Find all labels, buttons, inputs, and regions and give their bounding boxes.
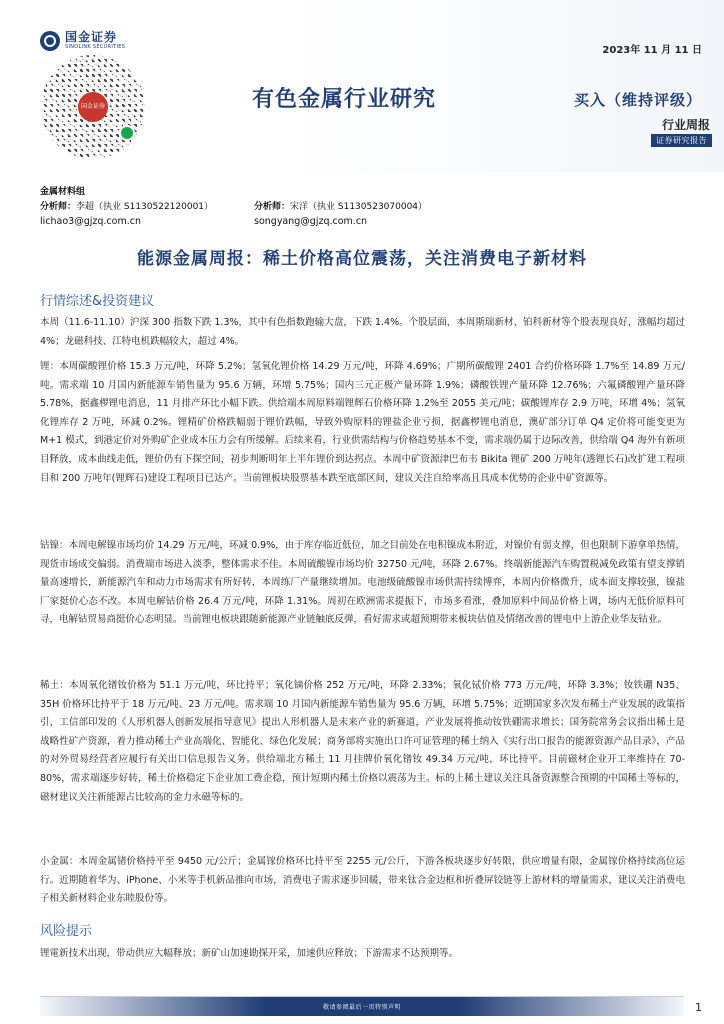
industry-title: 有色金属行业研究	[252, 87, 437, 112]
qr-code	[41, 55, 145, 159]
section-heading-risk: 风险提示	[40, 924, 93, 939]
paragraph-minor-metals: 小金属：本周金属锗价格持平至 9450 元/公斤；金属镓价格环比持平至 2255 元/公斤，下游各板块逐步好转限，供应增量有限，金属镓价格持续高位运行。近期随着华为、iPhone、小米等手机新品推向市场，消费电子需求逐步回暖，带来钛合金边框和折叠屏铰链等上游材料的增量需求，建议关注消费电子相关新材料企业东睦股份等。	[40, 856, 685, 905]
section-heading-overview: 行情综述&投资建议	[40, 294, 155, 309]
analyst-2-label: 分析师：	[254, 202, 291, 212]
logo-mark-icon	[40, 31, 60, 51]
page-number: 1	[695, 1001, 702, 1014]
analyst-2-name: 宋洋（执业 S1130523070004）	[290, 202, 428, 212]
analyst-2-email[interactable]: songyang@gjzq.com.cn	[254, 216, 368, 227]
paragraph-market: 本周（11.6-11.10）沪深 300 指数下跌 1.3%，其中有色指数跑输大盘，下跌 1.4%。个股层面，本周斯瑞新材、铂科新材等个股表现良好，涨幅均超过 4%；龙磁科技、江特电机跌幅较大，超过 4%。	[40, 317, 685, 347]
company-logo	[40, 31, 125, 51]
analyst-1-email[interactable]: lichao3@gjzq.com.cn	[40, 216, 141, 227]
analyst-1	[40, 199, 213, 227]
report-date: 2023年 11 月 11 日	[602, 45, 702, 56]
footer-bar	[40, 997, 684, 1016]
logo-text-cn: 国金证券	[65, 30, 118, 44]
analyst-1-name: 李超（执业 S1130522120001）	[76, 202, 214, 212]
report-type: 行业周报	[661, 118, 710, 132]
paragraph-risk: 锂電新技术出现，带动供应大幅释放；新矿山加速勘探开采，加速供应释放；下游需求不达预期等。	[40, 948, 459, 959]
analyst-1-label: 分析师：	[40, 202, 77, 212]
paragraph-cobalt-nickel: 钴镍：本周电解镍市场均价 14.29 万元/吨，环减 0.9%，由于库存临近低位，加之目前处在电积镍成本附近，对镍价有弱支撑，但也限制下游拿单热情，现货市场成交偏弱。消费端市场进入淡季，整体需求不佳。本周硫酸镍市场均价 32750 元/吨，环降 2.67%。终端新能源汽车购置税减免政策有望支撑销量高速增长，新能源汽车和动力市场需求有所好转，本周练厂产量继续增加。电池级硫酸镍市场供需持续博弈，本周内价格微升，成本面支撑较强，镍盐厂家挺价心态不改。本周电解钴价格 26.4 万元/吨，环降 1.31%。周初在欧洲需求提振下，市场多看涨，叠加原料中间品价格上调，场内无低价原料可寻，电解钴贸易商挺价心态明显。当前锂电板块跟随新能源产业链触底反弹，看好需求或超预期带来板块估值及情绪改善的锂电中上游企业华友钴业。	[40, 540, 685, 626]
team-name: 金属材料组	[40, 187, 86, 197]
report-title: 能源金属周报：稀土价格高位震荡，关注消费电子新材料	[137, 249, 587, 269]
rating: 买入（维持评级）	[573, 91, 702, 109]
footer-disclaimer: 敬请参阅最后一页特别声明	[322, 1004, 401, 1011]
report-type-sub: 证券研究报告	[651, 134, 712, 147]
logo-text-en: SINOLINK SECURITIES	[65, 44, 126, 50]
qr-center-logo: 国金证券	[78, 92, 108, 122]
paragraph-rare-earth: 稀土：本周氧化镨钕价格为 51.1 万元/吨，环比持平；氧化镝价格 252 万元/吨，环降 2.33%；氧化铽价格 773 万元/吨，环降 3.3%；钕铁硼 N35、35H 价格环比持平于 18 万元/吨、23 万元/吨。需求端 10 月国内新能源车销售量为 95.6 万辆，环增 5.75%；近期国家多次发布稀土产业发展的政策指引，工信部印发的《人形机器人创新发展指导意见》提出人形机器人是未来产业的新赛道，产业发展将推动钕铁硼需求增长；国务院常务会议指出稀土是战略性矿产资源，着力推动稀土产业高端化、智能化、绿色化发展；商务部将实施出口许可证管理的稀土纳入《实行出口报告的能源资源产品目录》，产品的对外贸易经营者应履行有关出口信息报告义务。供给端北方稀土 11 月挂牌价氧化镨钕 49.34 万元/吨，环比持平。目前磁材企业开工率维持在 70-80%，需求端逐步好转，稀土价格稳定下企业加工费企稳，预计短期内稀土价格以震荡为主。标的上稀土建议关注具备资源整合预期的中国稀土等标的，磁材建议关注新能源占比较高的金力永磁等标的。	[40, 680, 685, 803]
analyst-2	[254, 199, 427, 227]
wechat-badge-icon	[119, 125, 135, 141]
paragraph-lithium: 锂：本周碳酸锂价格 15.3 万元/吨，环降 5.2%；氢氧化锂价格 14.29 万元/吨，环降 4.69%；广期所碳酸锂 2401 合约价格环降 1.7%至 14.89 万元/吨。需求端 10 月国内新能源车销售量为 95.6 万辆，环增 5.75%；国内三元正极产量环降 1.9%；磷酸铁锂产量环降 12.76%；六氟磷酸锂产量环降 5.78%，据鑫椤锂电消息，11 月排产环比小幅下跌。供给端本周原料端锂辉石价格环降 1.2%至 2055 美元/吨；碳酸锂库存 2.9 万吨，环增 4%；氢氧化锂库存 2 万吨，环减 0.2%。锂精矿价格跌幅弱于锂价跌幅，导致外购原料的锂盐企业亏损，据鑫椤锂电消息，澳矿部分订单 Q4 定价将可能变更为 M+1 模式，到港定价对外购矿企业成本压力会有所缓解。后续来看，行业供需结构与价格趋势基本不变，需求端仍属于边际改善，供给端 Q4 海外有新项目释放，成本曲线走低，锂价仍有下探空间，初步判断明年上半年锂价到达拐点。本周中矿资源津巴布韦 Bikita 锂矿 200 万吨年(透锂长石)改扩建工程项目和 200 万吨年(锂辉石)建设工程项目已达产。当前锂板块股票基本跌至底部区间，建议关注自给率高且具成本优势的企业中矿资源等。	[40, 361, 685, 484]
